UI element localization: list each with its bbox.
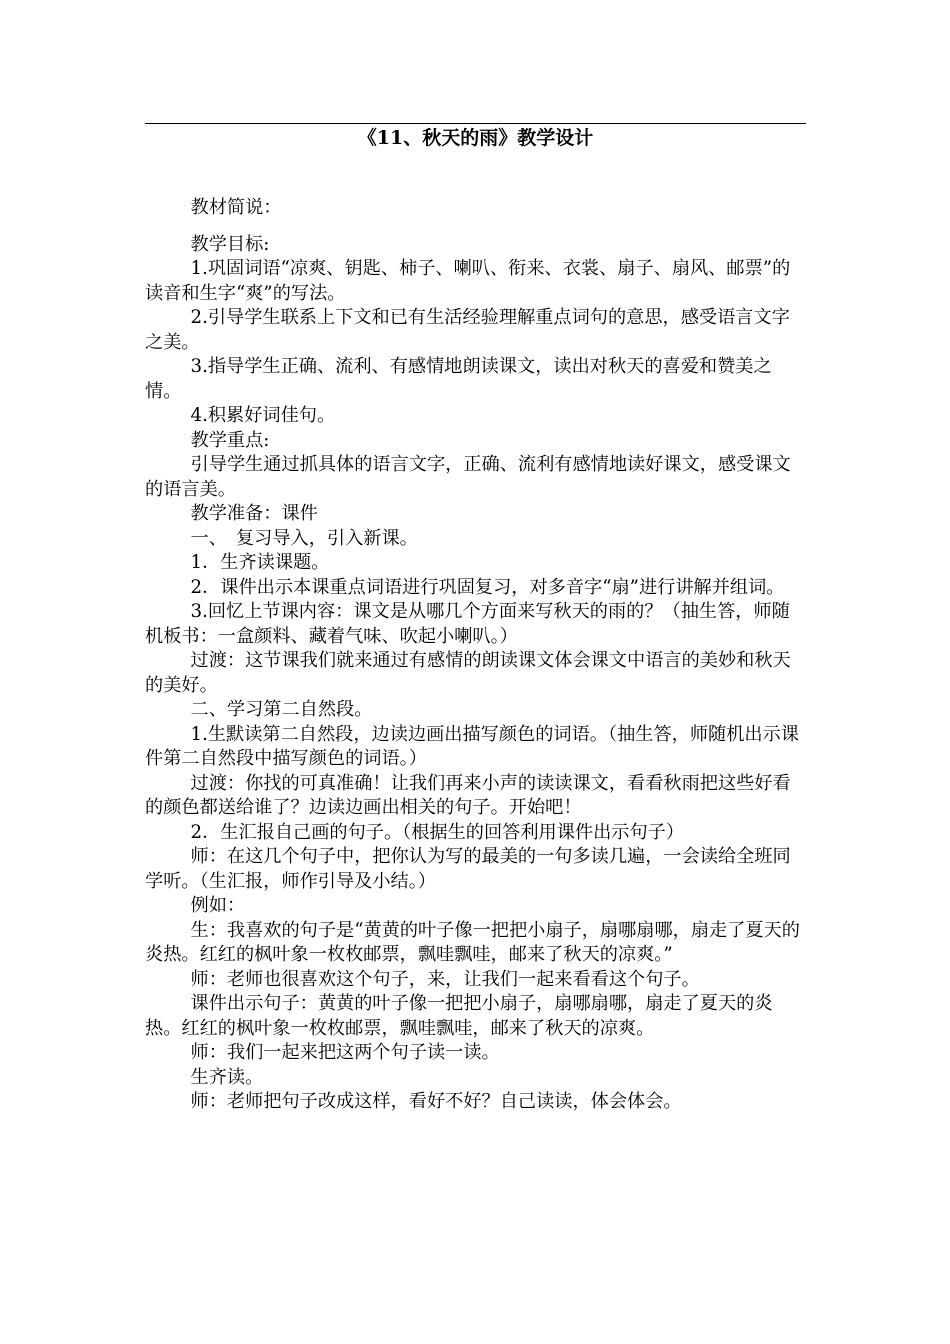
paragraph: 例如： <box>190 895 246 916</box>
section-heading-goals: 教学目标: <box>190 233 270 255</box>
paragraph: 师：在这几个句子中，把你认为写的最美的一句多读几遍，一会读给全班同学听。（生汇报，师作引导及小结。） <box>145 846 791 892</box>
document-title: 《11、秋天的雨》教学设计 <box>357 127 594 149</box>
paragraph: 生齐读。 <box>190 1066 264 1088</box>
paragraph: 2.引导学生联系上下文和已有生活经验理解重点词句的意思，感受语言文字之美。 <box>145 307 790 353</box>
section-heading-prep: 教学准备：课件 <box>190 503 318 524</box>
paragraph: 3.回忆上节课内容：课文是从哪几个方面来写秋天的雨的？（抽生答，师随机板书：一盒颜料、藏着气味、吹起小喇叭。） <box>145 601 790 647</box>
paragraph: 2．课件出示本课重点词语进行巩固复习，对多音字“扇”进行讲解并组词。 <box>190 576 785 598</box>
paragraph: 过渡：你找的可真准确！让我们再来小声的读读课文，看看秋雨把这些好看的颜色都送给谁了？边读边画出相关的句子。开始吧！ <box>145 772 791 818</box>
paragraph: 过渡：这节课我们就来通过有感情的朗读课文体会课文中语言的美妙和秋天的美好。 <box>145 650 791 696</box>
section-heading-material: 教材简说： <box>190 197 282 218</box>
paragraph: 2．生汇报自己画的句子。（根据生的回答利用课件出示句子） <box>190 821 685 843</box>
header-rule <box>145 123 806 124</box>
paragraph: 1.生默读第二自然段，边读边画出描写颜色的词语。（抽生答，师随机出示课件第二自然段中描写颜色的词语。） <box>145 723 799 769</box>
paragraph: 生：我喜欢的句子是“黄黄的叶子像一把把小扇子，扇哪扇哪，扇走了夏天的炎热。红红的枫叶象一枚枚邮票，飘哇飘哇，邮来了秋天的凉爽。” <box>145 919 800 965</box>
paragraph: 4.积累好词佳句。 <box>190 405 336 426</box>
paragraph: 引导学生通过抓具体的语言文字，正确、流利有感情地读好课文，感受课文的语言美。 <box>145 454 791 500</box>
paragraph: 师：老师也很喜欢这个句子，来，让我们一起来看看这个句子。 <box>190 968 700 990</box>
section-heading-review: 一、 复习导入，引入新课。 <box>190 527 418 549</box>
section-heading-focus: 教学重点: <box>190 429 270 451</box>
paragraph: 3.指导学生正确、流利、有感情地朗读课文，读出对秋天的喜爱和赞美之情。 <box>145 356 772 402</box>
section-heading-paragraph-two: 二、学习第二自然段。 <box>190 699 373 720</box>
document-body <box>145 196 807 1115</box>
paragraph: 师：老师把句子改成这样，看好不好？自己读读，体会体会。 <box>190 1091 682 1112</box>
paragraph: 1.巩固词语“凉爽、钥匙、柿子、喇叭、衔来、衣裳、扇子、扇风、邮票”的读音和生字“爽”的写法。 <box>145 258 791 304</box>
paragraph: 师：我们一起来把这两个句子读一读。 <box>190 1042 500 1063</box>
paragraph: 1．生齐读课题。 <box>190 552 330 573</box>
paragraph: 课件出示句子：黄黄的叶子像一把把小扇子，扇哪扇哪，扇走了夏天的炎热。红红的枫叶象一枚枚邮票，飘哇飘哇，邮来了秋天的凉爽。 <box>145 993 773 1039</box>
